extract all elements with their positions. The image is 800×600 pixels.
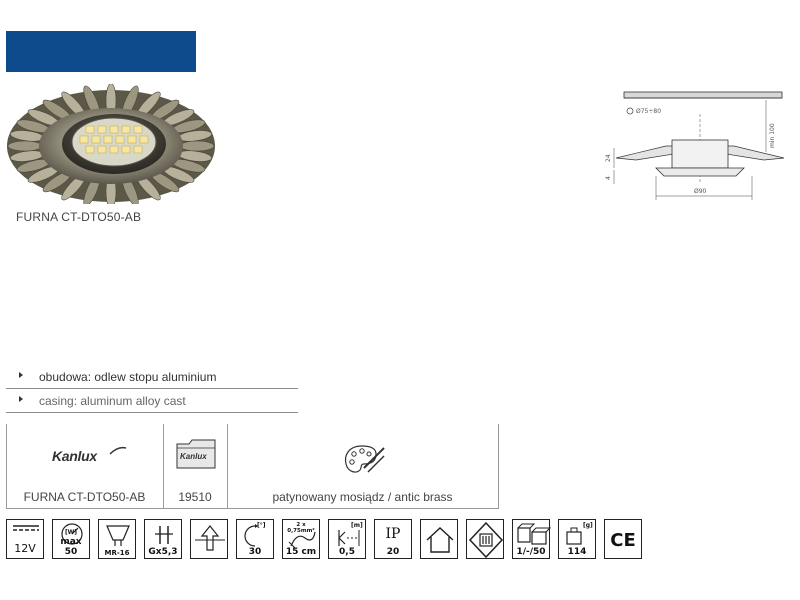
led-chip <box>110 146 118 153</box>
product-info-row <box>6 424 500 508</box>
ce-mark-icon: CE <box>604 519 642 559</box>
led-chip <box>98 126 106 133</box>
led-chip <box>134 126 142 133</box>
led-chip <box>92 136 100 143</box>
product-name-caption: FURNA CT-DTO50-AB <box>16 210 142 224</box>
led-chip <box>128 136 136 143</box>
ip-rating-icon: IP 20 <box>374 519 412 559</box>
tilt-angle-icon: [°] 30 <box>236 519 274 559</box>
bullet-arrow-icon <box>19 396 23 402</box>
socket-icon: Gx5,3 <box>144 519 182 559</box>
led-chip <box>134 146 142 153</box>
led-chip <box>80 136 88 143</box>
protection-class-icon <box>466 519 504 559</box>
min-distance-icon: [m] 0,5 <box>328 519 366 559</box>
led-chip <box>122 146 130 153</box>
weight-icon: [g] 114 <box>558 519 596 559</box>
led-chip <box>116 136 124 143</box>
indoor-use-icon <box>420 519 458 559</box>
packaging-icon: 1/-/50 <box>512 519 550 559</box>
feature-text-pl: obudowa: odlew stopu aluminium <box>39 370 217 384</box>
voltage-icon: 12V <box>6 519 44 559</box>
led-chip <box>122 126 130 133</box>
specification-icons <box>6 519 638 563</box>
folder-logo-text: Kanlux <box>180 452 207 461</box>
led-chip <box>98 146 106 153</box>
catalog-folder-icon <box>175 438 217 470</box>
depth-dimension: 24 <box>605 154 612 162</box>
cutout-dimension: Ø75÷80 <box>636 108 662 115</box>
product-name: FURNA CT-DTO50-AB <box>23 490 146 504</box>
feature-row-pl <box>6 365 298 389</box>
bullet-arrow-icon <box>19 372 23 378</box>
feature-row-en <box>6 389 298 413</box>
led-chip <box>140 136 148 143</box>
header-bar <box>6 31 196 72</box>
product-finish: patynowany mosiądz / antic brass <box>272 490 453 504</box>
petal-decoration <box>8 141 42 151</box>
technical-drawing <box>596 88 796 213</box>
color-palette-icon <box>342 442 386 478</box>
led-chip <box>110 126 118 133</box>
lamp-type-icon: MR-16 <box>98 519 136 559</box>
rim-dimension: 4 <box>605 176 612 180</box>
wire-icon: 2 x 0,75mm² 15 cm <box>282 519 320 559</box>
product-code: 19510 <box>178 490 212 504</box>
led-chip <box>104 136 112 143</box>
petal-decoration <box>180 141 214 151</box>
mounting-direction-icon <box>190 519 228 559</box>
led-chip <box>86 146 94 153</box>
led-chip <box>86 126 94 133</box>
product-photo <box>4 84 218 204</box>
feature-text-en: casing: aluminum alloy cast <box>39 394 186 408</box>
brand-logo: Kanlux <box>52 448 132 468</box>
diameter-dimension: Ø90 <box>694 188 707 195</box>
height-dimension: min 100 <box>769 123 776 148</box>
max-power-icon: [W] max 50 <box>52 519 90 559</box>
